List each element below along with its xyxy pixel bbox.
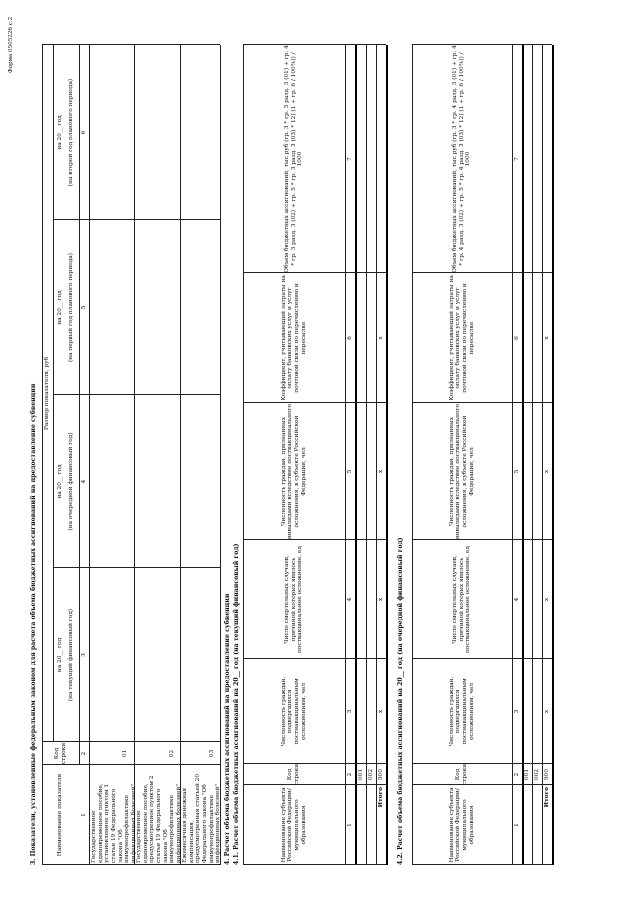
- y2-top: на 20__ год: [56, 464, 63, 499]
- form-label: Форма 0505226 с.2: [8, 16, 14, 73]
- y3-top: на 20__ год: [56, 290, 63, 325]
- total-x: x: [377, 709, 384, 714]
- indicator-code: 03: [208, 749, 215, 758]
- col-code-header: Код строки: [53, 742, 67, 765]
- indicator-name: Государственное единовременное пособие, установленное пунктом 1 статьи 19 Федерального закона "Об иммунопрофилактике инфекционных болезней": [91, 783, 137, 863]
- total-x: x: [543, 597, 550, 602]
- num-1: 1: [80, 813, 87, 817]
- indicator-name: Государственное единовременное пособие, предусмотренное пунктом 2 статьи 19 Федерального закона "Об иммунопрофилактике инфекционных болезней": [136, 775, 182, 863]
- section4-title: 4. Расчет объема бюджетных ассигнований на предоставление субвенции: [224, 593, 231, 865]
- col-deaths-header: Число смертельных случаев, причиной которых явилось поствакцинальное осложнение, ед: [452, 546, 472, 653]
- num-3: 3: [346, 709, 353, 714]
- num-7: 7: [346, 157, 353, 161]
- total-code: 900: [377, 768, 384, 781]
- col-coefficient-header: Коэффициент, учитывающий затраты на оплату банковских услуг и услуг почтовой связи по перечислению и пересылке: [448, 275, 475, 401]
- num-2: 2: [346, 772, 353, 777]
- col-region-header: Наименование субъекта Российской Федерации/муниципального образования: [448, 787, 475, 863]
- indicator-code: 01: [121, 749, 128, 758]
- num-2: 2: [80, 751, 87, 756]
- col-volume-header: Объем бюджетных ассигнований, тыс руб (гр. 3 * гр. 3 разд. 3 (01) + гр. 4 * гр. 3 разд. 3 (02) + гр. 5 * гр. 3 разд. 3 (03) * 12) (1 + гр. 6 / 100%)) / 1000: [284, 45, 304, 273]
- size-header: Размер показателя, руб: [44, 356, 51, 431]
- total-x: x: [377, 597, 384, 602]
- total-code: 900: [543, 768, 550, 781]
- row-code: 001: [357, 768, 364, 781]
- total-x: x: [377, 336, 384, 340]
- total-x: x: [543, 336, 550, 340]
- y4-top: на 20__ год: [56, 115, 63, 150]
- col-code-header: Код строки: [455, 763, 468, 786]
- table41-title: 4.1. Расчет объема бюджетных ассигнований на 20__ год (на текущий финансовый год): [233, 543, 240, 865]
- num-1: 1: [346, 823, 353, 827]
- y1-sub: (на текущий финансовый год): [68, 608, 75, 702]
- col-disabled-header: Численность граждан, признанных инвалидами вследствие поствакцинального осложнения, в субъекте Российской Федерации, чел: [448, 403, 475, 540]
- num-3: 3: [80, 653, 87, 657]
- total-x: x: [543, 709, 550, 714]
- col-code-header: Код строки: [287, 763, 300, 786]
- num-4: 4: [513, 597, 520, 602]
- col-deaths-header: Число смертельных случаев, причиной которых явилось поствакцинальное осложнение, ед: [284, 546, 304, 653]
- num-6: 6: [346, 336, 353, 340]
- col-disabled-header: Численность граждан, признанных инвалидами вследствие поствакцинального осложнения, в субъекте Российской Федерации, чел: [280, 403, 307, 540]
- num-7: 7: [513, 157, 520, 161]
- total-label: Итого: [543, 787, 550, 808]
- num-6: 6: [513, 336, 520, 340]
- num-5: 5: [513, 469, 520, 474]
- col-volume-header: Объем бюджетных ассигнований, тыс руб (гр. 3 * гр. 4 разд. 3 (01) + гр. 4 * гр. 4 разд. 3 (02) + гр. 5 * гр. 4 разд. 3 (03) * 12) (1 + гр. 6 / 100%)) / 1000: [452, 45, 472, 273]
- col-name-header: Наименование показателя: [57, 773, 64, 857]
- col-region-header: Наименование субъекта Российской Федерации/муниципального образования: [280, 787, 307, 863]
- y2-sub: (на очередной финансовый год): [68, 432, 75, 531]
- y1-top: на 20__ год: [56, 637, 63, 673]
- col-complications-header: Численность граждан, подвергшихся постнавакцинальным осложнениям, чел: [448, 676, 475, 747]
- col-coefficient-header: Коэффициент, учитывающий затраты на оплату банковских услуг и услуг почтовой связи по перечислению и пересылке: [280, 275, 307, 401]
- num-2: 2: [513, 772, 520, 777]
- indicator-code: 02: [168, 749, 175, 758]
- num-1: 1: [513, 823, 520, 827]
- total-x: x: [543, 469, 550, 474]
- row-code: 001: [523, 768, 530, 781]
- num-6: 6: [80, 130, 87, 135]
- y4-sub: (на второй год планового периода): [68, 78, 75, 187]
- total-label: Итого: [377, 787, 384, 808]
- y3-sub: (на первый год планового периода): [68, 252, 75, 363]
- num-5: 5: [80, 305, 87, 310]
- row-code: 002: [367, 768, 374, 781]
- row-code: 002: [533, 768, 540, 781]
- num-4: 4: [346, 597, 353, 602]
- num-5: 5: [346, 469, 353, 474]
- col-complications-header: Численность граждан, подвергшихся постнавакцинальным осложнениям, чел: [280, 676, 307, 747]
- num-3: 3: [513, 709, 520, 714]
- table42-title: 4.2. Расчет объема бюджетных ассигнований на 20__ год (на очередной финансовый год): [397, 537, 404, 865]
- section3-title: 3. Показатели, установленные федеральным законом для расчета объема бюджетных ассигнований на предоставление субвенции: [30, 383, 37, 865]
- total-x: x: [377, 469, 384, 474]
- num-4: 4: [80, 479, 87, 484]
- indicator-name: Ежемесячная денежная компенсация, предусмотренная статьей 20 Федерального закона "Об иммунопрофилактике инфекционных болезней": [182, 773, 222, 863]
